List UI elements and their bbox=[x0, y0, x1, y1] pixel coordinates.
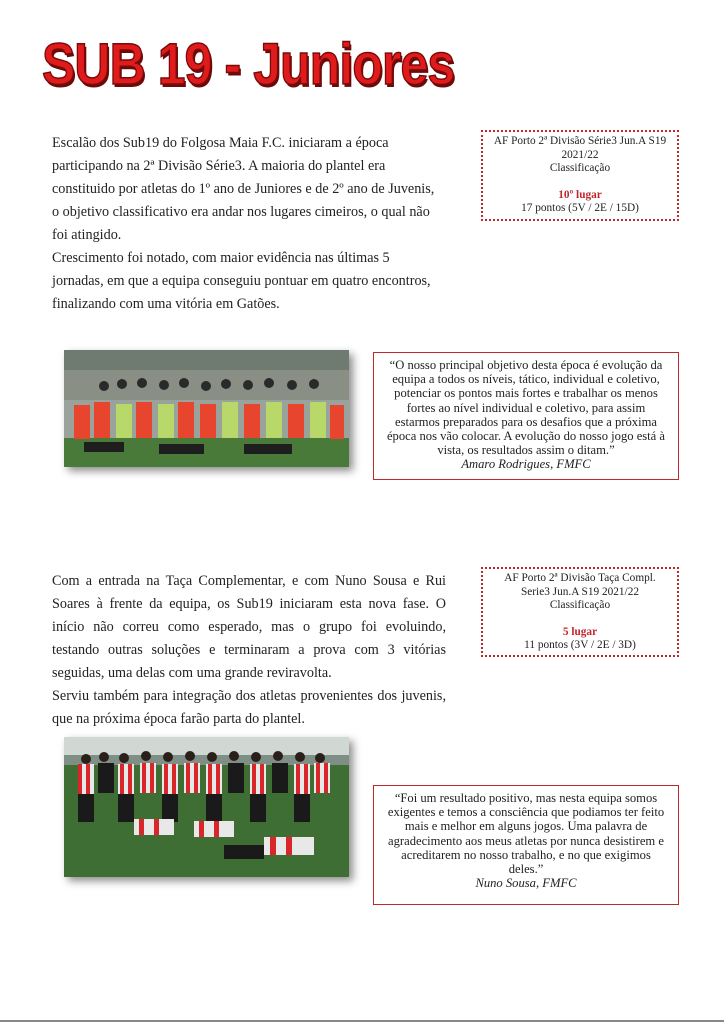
quote-text: “O nosso principal objetivo desta época é evolução da equipa a todos os níveis, tático, individual e coletivo, potenciar os pontos mais fortes e trabalhar os menos fortes ao nível individual e coletivo, para assim estarmos preparados para os desafios que a próxima época nos vão colocar. A evolução do nosso jogo está à vista, os resultados assim o ditam.” bbox=[386, 358, 666, 458]
team-photo-1-image bbox=[64, 350, 349, 467]
section1-paragraph2: Crescimento foi notado, com maior evidência nas últimas 5 jornadas, em que a equipa conseguiu pontuar em quatro encontros, finalizando com uma vitória em Gatões. bbox=[52, 250, 431, 312]
section2-text bbox=[52, 570, 446, 731]
stats-season: 2021/22 bbox=[561, 148, 599, 161]
stats-competition: AF Porto 2ª Divisão Taça Compl. bbox=[504, 572, 656, 584]
section2-stats-box bbox=[481, 567, 679, 657]
quote-author: Amaro Rodrigues, FMFC bbox=[461, 457, 591, 472]
section1-stats-box bbox=[481, 130, 679, 221]
team-photo-2-image bbox=[64, 737, 349, 877]
page-title: SUB 19 - Juniores bbox=[42, 32, 455, 97]
section2-quote-box bbox=[373, 785, 679, 905]
stats-competition: AF Porto 2ª Divisão Série3 Jun.A S19 bbox=[493, 135, 667, 147]
stats-label: Classificação bbox=[549, 599, 611, 611]
section1-quote-box bbox=[373, 352, 679, 480]
stats-rank: 5 lugar bbox=[562, 625, 598, 638]
quote-text: “Foi um resultado positivo, mas nesta equipa somos exigentes e temos a consciência que podiamos ter feito mais e melhor em alguns jogos. Uma palavra de agradecimento aos meus atletas por nunca desistirem e acreditarem no nosso trabalho, e no que exigimos deles.” bbox=[387, 791, 665, 877]
stats-points: 17 pontos (5V / 2E / 15D) bbox=[521, 202, 639, 214]
stats-rank: 10º lugar bbox=[558, 188, 602, 201]
section2-paragraph2: Serviu também para integração dos atletas provenientes dos juvenis, que na próxima época farão parta do plantel. bbox=[52, 688, 446, 727]
stats-season: Serie3 Jun.A S19 2021/22 bbox=[521, 585, 639, 598]
section2-paragraph1: Com a entrada na Taça Complementar, e com Nuno Sousa e Rui Soares à frente da equipa, os Sub19 iniciaram esta nova fase. O início não correu como esperado, mas o grupo foi evoluindo, testando outras soluções e terminaram a prova com 3 vitórias seguidas, uma delas com uma grande reviravolta. bbox=[52, 573, 446, 681]
team-photo-1 bbox=[64, 350, 349, 467]
stats-label: Classificação bbox=[549, 162, 611, 174]
team-photo-2 bbox=[64, 737, 349, 877]
section1-paragraph1: Escalão dos Sub19 do Folgosa Maia F.C. iniciaram a época participando na 2ª Divisão Série3. A maioria do plantel era constituido por atletas do 1º ano de Juniores e de 2º ano de Juvenis, o objetivo classificativo era andar nos lugares cimeiros, o qual não foi atingido. bbox=[52, 135, 435, 243]
stats-points: 11 pontos (3V / 2E / 3D) bbox=[524, 639, 636, 651]
bottom-divider bbox=[0, 1020, 724, 1022]
quote-author: Nuno Sousa, FMFC bbox=[475, 876, 577, 891]
section1-text bbox=[52, 132, 444, 316]
